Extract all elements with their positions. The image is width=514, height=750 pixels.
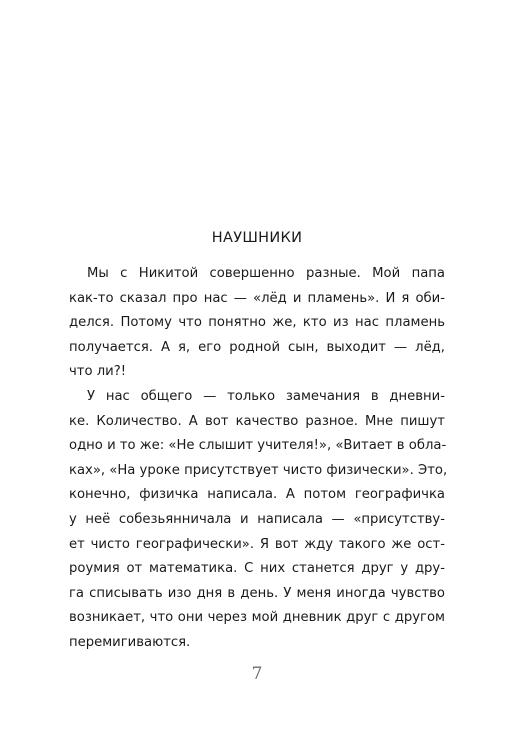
text-line: возникает, что они через мой дневник друг с другом <box>69 610 445 626</box>
body-text <box>69 262 448 656</box>
text-line: Мы с Никитой совершенно разные. Мой папа <box>87 266 445 281</box>
text-line: делся. Потому что понятно же, кто из нас пламень <box>69 315 445 331</box>
text-line: одно и то же: «Не слышит учителя!», «Витает в обла- <box>69 438 447 454</box>
text-line: получается. А я, его родной сын, выходит — лёд, <box>69 339 445 355</box>
text-line: у неё собезьянничала и написала — «присутству- <box>69 511 445 527</box>
text-line: ке. Количество. А вот качество разное. Мне пишут <box>69 413 445 429</box>
text-line: У нас общего — только замечания в дневни- <box>87 388 445 404</box>
text-line: конечно, физичка написала. А потом географичка <box>69 487 445 503</box>
text-line: ках», «На уроке присутствует чисто физически». Это, <box>69 462 448 478</box>
text-line: как-то сказал про нас — «лёд и пламень». И я оби- <box>69 290 445 306</box>
text-line: ет чисто географически». Я вот жду такого же ост- <box>69 536 445 552</box>
text-line: роумия от математика. С них станется друг у дру- <box>69 561 445 577</box>
text-line: перемигиваются. <box>69 634 191 650</box>
page-number: 7 <box>251 664 263 684</box>
text-line: га списывать изо дня в день. У меня иногда чувство <box>69 585 445 601</box>
chapter-title: НАУШНИКИ <box>211 230 303 246</box>
text-line: что ли?! <box>69 364 127 380</box>
